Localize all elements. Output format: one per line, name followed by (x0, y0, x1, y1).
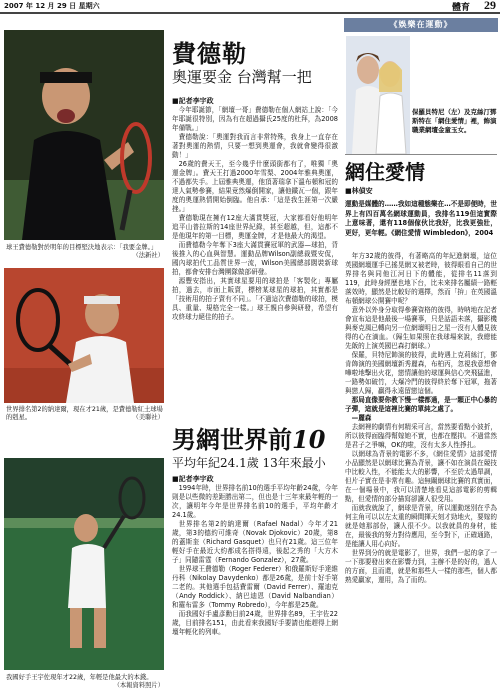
entertainment-quote: 那局直像要你教下慢一樣都過，是一顆正中心暴的子彈，這就是這裡比賽的單純之處了。 (345, 396, 497, 413)
wang-caption-text: 我國好手王宇佐現年才22歲，年輕是他最大的本錢。 (6, 674, 153, 681)
entertainment-banner-text: 《娛樂在運動》 (389, 20, 453, 29)
federer-paragraph: 源豐安指出，其實球星要用的球拍是「客製化」專屬拍，過去，市面上販賣，標榜某球星的球拍，其實都是「技術用的拍子賣有不同」。「不過這次費德勒的球拍，模具、重量、規格完全一樣。」球王親自參與研發，希望有攻終球力絕佳的拍子。 (172, 277, 338, 321)
entertainment-paragraph: 世界到分的就是電影了，世界，我們一起的拿了一一下那要發出來在影響力到，主辦不是的好的，過人的方面，且而還，就是和那些人一樣的那些，個人都熟愛贏家，運用，為了而的。 (345, 549, 497, 584)
page-header (0, 0, 500, 14)
federer-photo-caption (6, 244, 164, 260)
federer-photo (4, 30, 164, 240)
section-name: 體育 (451, 3, 470, 13)
federer-paragraph: 費德勒說：「奧運對我而言非常特殊，我身上一直存在著對奧運的熱情，只要一想到奧運會，我就會變得很激動！」 (172, 133, 338, 159)
entertainment-quote-attribution: —麗森 (351, 414, 372, 422)
nadal-caption-source: （美聯社） (132, 414, 164, 421)
federer-paragraph: 今年耶誕節，「網壇一哥」費德勒在個人網站上說：「今年耶誕很特別，因為有在超過攝氏25度的杜拜，為2008年備戰。」 (172, 106, 338, 132)
entertainment-headline: 網住愛情 (345, 160, 425, 184)
entertainment-byline: ■林偵安 (345, 187, 373, 195)
federer-byline: ■記者李宇政 (172, 97, 214, 105)
page-number: 29 (484, 0, 496, 12)
entertainment-paragraph: 年方32歲的彼得，有著略高的年紀進網壇，這位英國網壇運手已搖晃網又被老時，彼得眼看自己的世界排名與同他江河日下的體能，從排名11落到119，此時身經歷也地下台，比未來排名屬績一路輕落效時，顯然是比較好的選擇，然而「拚」在英國溫布頓網球公開賽中呢？ (345, 252, 497, 305)
mens-headline-text: 男網世界前 (172, 425, 292, 454)
entertainment-paragraph: 而就我就說了，網球是背景，所以運動迷別在乎為何主角可以以左太重的瞬間揮天刻才勁地火，要嫁的就是她那部份，讓人很不少。以我就員的身材，能在，最後我的努力對待應用，至今對下，正確通路，是能讓人用心向好。 (345, 504, 497, 548)
federer-paragraph: 而費德勒今年奪下3座大滿貫賽冠軍的武器—球拍，背後推入的心血與智慧。運動品牌Wilson副總裁暨安侃，國內球拍代工品質世界一流，Wilson美國總部闊裝新球拍，都會安排台灣團隊做部研發。 (172, 241, 338, 276)
mens-headline-number: 10 (292, 425, 326, 454)
federer-caption-text: 球王費德勒對於明年的目標堅決地表示：「我要金牌。」 (6, 244, 158, 251)
entertainment-paragraph: 保羅，貝特尼飾演的彼得，此時遇上克莉絲汀，鄧肯飾演的美國網壇新秀麗森，布柏丙，忽視我意想會嘩啦地擊出火花，戀情讓他的球運與信心突飛猛進，一路勢如破竹，大爆冷門的彼得終於奪下冠軍，拖著與戀人歸，贏得永遠留戀這個。 (345, 351, 497, 395)
wang-photo-caption (6, 674, 164, 690)
issue-date: 2007 年 12 月 29 日 星期六 (4, 2, 100, 10)
mens-byline: ■記者李宇政 (172, 475, 214, 483)
divider (345, 154, 497, 155)
wang-photo (4, 458, 164, 670)
nadal-caption-text: 世界排名第2的納達爾，現在才21歲，是費德勒紅土球場的剋星。 (6, 406, 163, 421)
mens-subheadline: 平均年紀24.1歲 13年來最小 (172, 456, 326, 470)
wang-caption-source: （本報資料照片） (113, 682, 164, 689)
mens-body (172, 484, 338, 689)
mens-paragraph: 而我國好手盧彥勳目前24歲，世界排名89，王宇佐22歲，目前排名151，由此看來我國好手要請也能趕得上網壇年輕化的列車。 (172, 610, 338, 636)
federer-headline: 費德勒 (172, 39, 247, 68)
entertainment-paragraph: 以網球為背景的電影不多，《網住愛情》這部愛情小品顯然是以網球比賽為背景，讓不如在演員在競技中比較入性，不能能太大的影響，不至於太過單調，但片子實在是非常有趣。這無關網球比賽的真實面，在一個場景中，我可以清楚地看見這部電影的剪輯點，但愛情的部分描寫卻讓人很受用。 (345, 450, 497, 503)
federer-paragraph: 費德勒現在擁有12座大滿貫獎冠，大家都看好他明年追平山普拉斯的14座世界紀錄，甚至超越，但，這都不是他現年的第一目標，奧運金牌，才是他最大的渴望。 (172, 214, 338, 240)
entertainment-body (345, 252, 497, 690)
mens-headline (172, 420, 325, 455)
wimbledon-movie-photo (346, 36, 410, 154)
mens-paragraph: 1994年時，世界排名前10的選手平均年齡24歲，今年則是以些微的差距勝出第二，但也是十三年來最年輕的一次，讓明年今年是世界排名前10的選手，平均年齡才24.1歲。 (172, 484, 338, 519)
entertainment-banner (344, 18, 498, 32)
federer-caption-source: （法新社） (132, 252, 164, 259)
entertainment-photo-caption: 保羅貝特尼（左）及克絲汀鄧斯特在「網住愛情」裡，飾演職業網壇金童玉女。 (412, 108, 497, 134)
mens-paragraph: 世界排名第2的納達爾（Rafael Nadal）今年才21歲，第3的德約可維奇（Novak Djokovic）20歲，第8的蓋斯奎（Richard Gasquet）也只有21歲。這三位年輕好手在最近大約都成名搭得遠，後起之秀的「大方木子」同隨雷霆（Fernando Gonzalez），27歲。 (172, 520, 338, 564)
entertainment-paragraph: 去網裡的劇情有何精采可言，當然要看點小波折，所以彼得面臨得幫嫁她不實，也都在壓抑。不過當然是君子之爭嘛，OK的啦，沒有太多人性掙扎。 (345, 423, 497, 449)
entertainment-deck: 運動是媒體的……我如這種態樂在…不是即便時，世界上有四百萬名網球運動員，我排名119但這實際上意味著，還有118個傢伙比我好，比我更強壯，更好，更年輕。《網住愛情 Wimbledon》，2004 (345, 200, 497, 237)
mens-paragraph: 世界球王費德勒（Roger Federer）和俄羅斯好手達維丹科（Nikolay Davydenko）都是26歲，是前十好手第二老的。其他選手包括費雷爾（David Ferrer）、羅迪克（Andy Roddick）、納巴迪恩（David Nalbandian）和羅布雷多（Tommy Robredo），今年都是25歲。 (172, 565, 338, 609)
nadal-photo (4, 268, 164, 403)
nadal-photo-caption (6, 406, 164, 422)
federer-subheadline: 奧運要金 台灣幫一把 (172, 68, 312, 86)
entertainment-paragraph: 意外以外身分取得參賽資格的彼得，時呐地在記者會宣布這是他最後一場賽事，只是話語未落，攝影機與麥克風已轉向另一位網壇明日之星一沒有人體見彼得的心在滴血。（歸生如果照在我球場來說，我總能先飯的上演英國巴森打網球。） (345, 306, 497, 350)
federer-paragraph: 26歲的費天王，至今幾乎什麼頭銜都有了，唯獨「奧運金牌」。費天王打過2000年雪梨、2004年雅典奧運，不過都失手。上屆雅典奧運，他頂著瑞拿下溫布頓和冠的達人氣勢參賽，結果竟然爆倒開家，讓他鐵瓦一個，跟年度的奧運熱情開始倒臨。他自承：「這是我生涯第一次嚴挫。」 (172, 160, 338, 213)
federer-body (172, 106, 338, 414)
